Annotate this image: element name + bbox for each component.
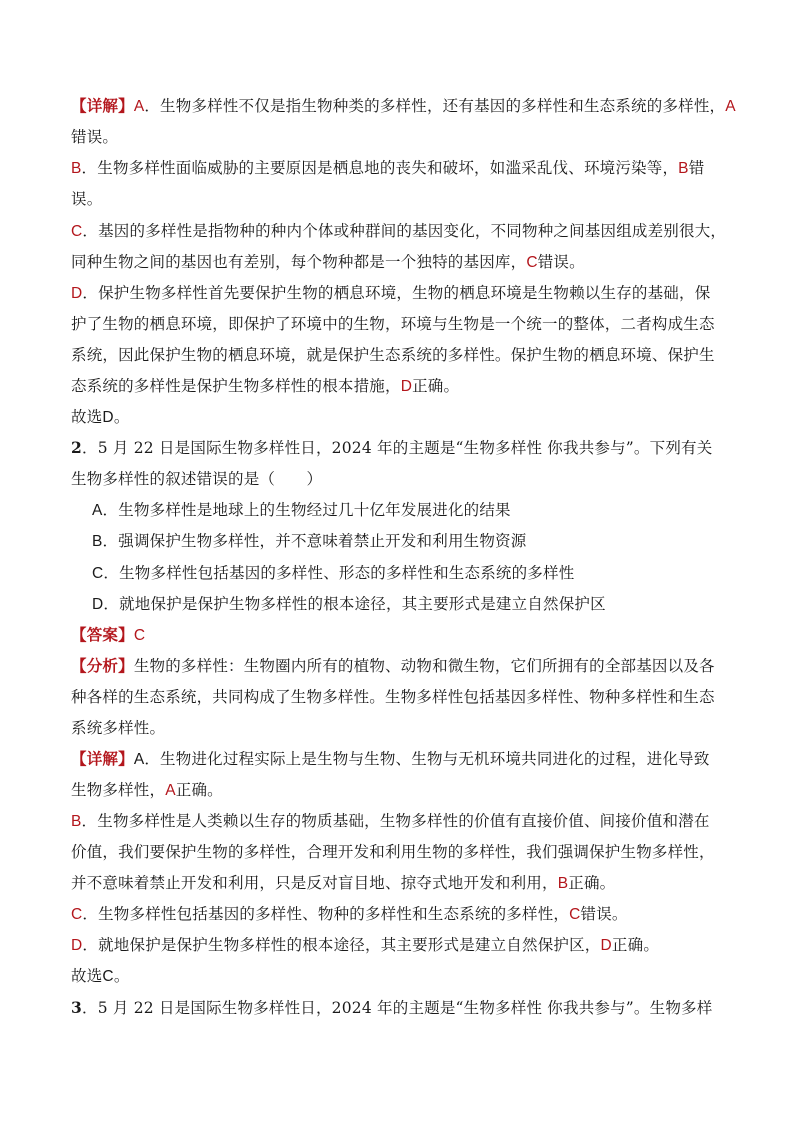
option-text: ．生物多样性包括基因的多样性、形态的多样性和生态系统的多样性 bbox=[103, 564, 575, 582]
option-mark: D bbox=[600, 937, 612, 954]
choose-end: 。 bbox=[113, 408, 130, 426]
detail-text: 错误。 bbox=[537, 253, 585, 271]
q2-option-d bbox=[92, 593, 606, 616]
option-letter: A bbox=[133, 751, 145, 768]
detail-text: 系统，因此保护生物的栖息环境，就是保护生态系统的多样性。保护生物的栖息环境、保护生 bbox=[71, 346, 715, 364]
option-letter: A bbox=[133, 98, 145, 115]
question-text: ．5 月 22 日是国际生物多样性日，2024 年的主题是“生物多样性 你我共参与”。下列有关 bbox=[82, 439, 713, 457]
detail-tag: 【详解】 bbox=[71, 749, 134, 768]
q2-option-c bbox=[92, 562, 574, 585]
detail-text: 正确。 bbox=[175, 781, 223, 799]
option-mark: A bbox=[725, 98, 736, 115]
q2-analysis-line3 bbox=[71, 717, 165, 739]
option-letter: B bbox=[92, 533, 103, 550]
option-letter: D bbox=[92, 596, 104, 613]
detail-text: 错误。 bbox=[71, 128, 119, 146]
q1-detail-d-line3 bbox=[71, 344, 715, 366]
q1-detail-a-line1 bbox=[71, 95, 736, 118]
detail-text: 护了生物的栖息环境，即保护了环境中的生物，环境与生物是一个统一的整体，二者构成生态 bbox=[71, 315, 715, 333]
option-mark: C bbox=[569, 906, 581, 923]
detail-text: 错 bbox=[688, 159, 705, 177]
detail-text: ．生物多样性是人类赖以生存的物质基础，生物多样性的价值有直接价值、间接价值和潜在 bbox=[81, 812, 710, 830]
question-text: ．5 月 22 日是国际生物多样性日，2024 年的主题是“生物多样性 你我共参与”。生物多样 bbox=[82, 999, 713, 1017]
q2-answer-line bbox=[71, 624, 145, 647]
detail-text: 同种生物之间的基因也有差别，每个物种都是一个独特的基因库， bbox=[71, 253, 527, 271]
analysis-text: 系统多样性。 bbox=[71, 719, 166, 737]
option-letter: D bbox=[71, 937, 83, 954]
q1-detail-d-line1 bbox=[71, 282, 710, 305]
q3-stem-line1 bbox=[71, 997, 712, 1019]
q2-analysis-line1 bbox=[71, 655, 715, 677]
choose-letter: C bbox=[102, 968, 114, 985]
option-text: ．生物多样性是地球上的生物经过几十亿年发展进化的结果 bbox=[102, 501, 511, 519]
detail-text: ．生物多样性包括基因的多样性、物种的多样性和生态系统的多样性， bbox=[82, 905, 570, 923]
option-text: ．强调保护生物多样性，并不意味着禁止开发和利用生物资源 bbox=[102, 532, 527, 550]
detail-text: 正确。 bbox=[611, 936, 660, 954]
option-letter: C bbox=[71, 906, 83, 923]
option-letter: B bbox=[71, 160, 82, 177]
q2-detail-a-line2 bbox=[71, 779, 223, 802]
detail-text: 错误。 bbox=[580, 905, 628, 923]
q1-detail-b-line2 bbox=[71, 188, 102, 210]
option-letter: A bbox=[92, 502, 103, 519]
q2-detail-b-line3 bbox=[71, 872, 615, 895]
choose-text: 故选 bbox=[71, 967, 103, 985]
q1-detail-d-line4 bbox=[71, 375, 459, 398]
answer-tag: 【答案】 bbox=[71, 625, 134, 644]
question-number: 2 bbox=[71, 438, 82, 457]
q1-detail-b-line1 bbox=[71, 157, 704, 180]
option-mark: A bbox=[165, 782, 176, 799]
option-text: ．就地保护是保护生物多样性的根本途径，其主要形式是建立自然保护区 bbox=[103, 595, 606, 613]
detail-text: 并不意味着禁止开发和利用，只是反对盲目地、掠夺式地开发和利用， bbox=[71, 874, 558, 892]
detail-text: 生物多样性， bbox=[71, 781, 166, 799]
q2-stem-line2 bbox=[71, 468, 322, 490]
choose-end: 。 bbox=[113, 967, 130, 985]
detail-tag: 【详解】 bbox=[71, 96, 134, 115]
detail-text: 正确。 bbox=[412, 377, 460, 395]
answer-value: C bbox=[133, 627, 146, 644]
q2-choose-line bbox=[71, 965, 130, 988]
q1-choose-line bbox=[71, 406, 130, 429]
question-text: 生物多样性的叙述错误的是（ ） bbox=[71, 470, 323, 488]
analysis-text: 生物的多样性：生物圈内所有的植物、动物和微生物，它们所拥有的全部基因以及各 bbox=[133, 657, 715, 675]
q1-detail-d-line2 bbox=[71, 313, 715, 335]
detail-text: ．就地保护是保护生物多样性的根本途径，其主要形式是建立自然保护区， bbox=[82, 936, 601, 954]
question-number: 3 bbox=[71, 998, 82, 1017]
option-letter: C bbox=[92, 565, 104, 582]
analysis-text: 种各样的生态系统，共同构成了生物多样性。生物多样性包括基因多样性、物种多样性和生态 bbox=[71, 688, 715, 706]
q2-detail-c-line bbox=[71, 903, 628, 926]
detail-text: ．生物多样性面临威胁的主要原因是栖息地的丧失和破坏，如滥采乱伐、环境污染等， bbox=[81, 159, 679, 177]
detail-text: ．生物进化过程实际上是生物与生物、生物与无机环境共同进化的过程，进化导致 bbox=[144, 750, 710, 768]
q2-option-b bbox=[92, 530, 526, 553]
choose-text: 故选 bbox=[71, 408, 103, 426]
q1-detail-c-line1 bbox=[71, 220, 726, 243]
q2-option-a bbox=[92, 499, 511, 522]
detail-text: ．基因的多样性是指物种的种内个体或种群间的基因变化，不同物种之间基因组成差别很大， bbox=[82, 222, 727, 240]
detail-text: ．保护生物多样性首先要保护生物的栖息环境，生物的栖息环境是生物赖以生存的基础，保 bbox=[82, 284, 711, 302]
q1-detail-a-line2 bbox=[71, 126, 118, 148]
option-mark: B bbox=[678, 160, 689, 177]
option-letter: C bbox=[71, 223, 83, 240]
option-mark: D bbox=[400, 378, 413, 395]
option-letter: B bbox=[71, 813, 82, 830]
choose-letter: D bbox=[102, 409, 114, 426]
analysis-tag: 【分析】 bbox=[71, 656, 134, 675]
detail-text: 正确。 bbox=[568, 874, 616, 892]
q2-detail-a-line1 bbox=[71, 748, 710, 771]
option-mark: C bbox=[526, 254, 538, 271]
q1-detail-c-line2 bbox=[71, 251, 585, 274]
detail-text: 态系统的多样性是保护生物多样性的根本措施， bbox=[71, 377, 401, 395]
q2-detail-b-line1 bbox=[71, 810, 710, 833]
detail-text: ．生物多样性不仅是指生物种类的多样性，还有基因的多样性和生态系统的多样性， bbox=[144, 97, 726, 115]
detail-text: 价值，我们要保护生物的多样性，合理开发和利用生物的多样性，我们强调保护生物多样性， bbox=[71, 843, 715, 861]
option-letter: D bbox=[71, 285, 83, 302]
q2-analysis-line2 bbox=[71, 686, 715, 708]
detail-text: 误。 bbox=[71, 190, 103, 208]
option-mark: B bbox=[557, 875, 569, 892]
q2-detail-d-line bbox=[71, 934, 659, 957]
q2-stem-line1 bbox=[71, 437, 712, 459]
q2-detail-b-line2 bbox=[71, 841, 715, 863]
